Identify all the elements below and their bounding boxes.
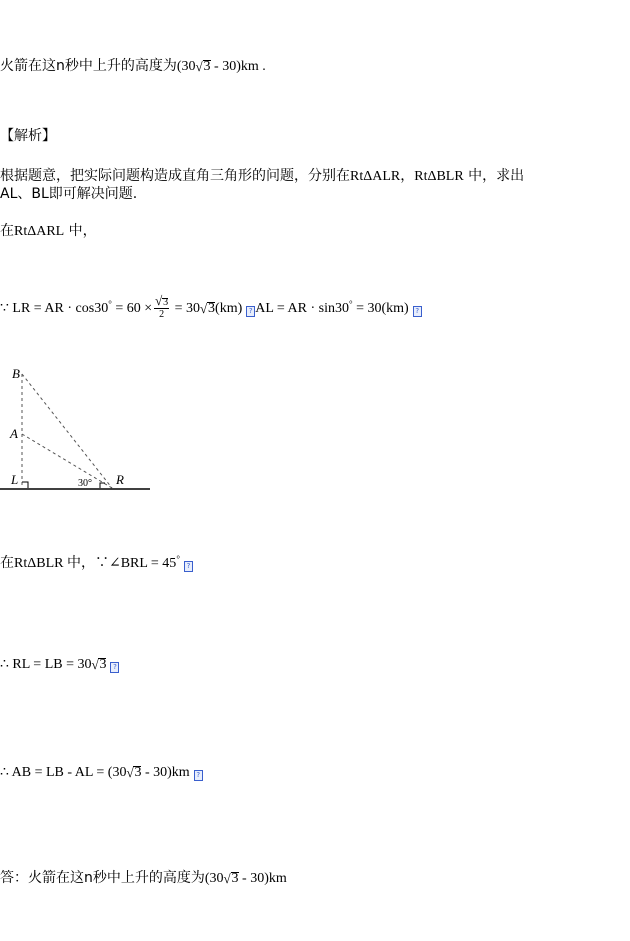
- answer-prefix: 答：火箭在这n秒中上升的高度为: [0, 870, 205, 886]
- in-arl-tri: RtΔARL: [14, 224, 65, 239]
- label-b: B: [12, 366, 20, 381]
- top-conclusion: [0, 56, 266, 77]
- line-ar: [22, 434, 112, 488]
- analysis-sep: ，: [400, 168, 415, 184]
- eq1-fraction: [154, 297, 169, 320]
- eq3-tail: - 30)km: [141, 765, 190, 780]
- analysis-heading: 【解析】: [0, 128, 56, 144]
- eq1-al-part: AL = AR · sin30: [255, 301, 349, 316]
- geometry-figure: [0, 362, 160, 502]
- because-symbol: ∵: [0, 301, 9, 316]
- in-blr-mid: 中，∵∠BRL = 45: [63, 556, 177, 571]
- in-arl-suffix: 中，: [64, 223, 97, 239]
- placeholder-box-icon: ?: [110, 662, 119, 673]
- top-conclusion-paren: (30: [176, 59, 196, 74]
- in-blr-prefix: 在: [0, 555, 14, 571]
- placeholder-box-icon: ?: [413, 306, 422, 317]
- in-triangle-blr: [0, 549, 193, 574]
- equation-2: [0, 655, 119, 675]
- eq1-unit: (km): [215, 301, 243, 316]
- eq2-sqrt: √ 3: [91, 657, 106, 672]
- therefore-symbol: ∴: [0, 765, 9, 780]
- top-conclusion-tail: - 30)km .: [210, 59, 266, 74]
- right-angle-mark: [22, 482, 28, 488]
- top-conclusion-text: 火箭在这n秒中上升的高度为: [0, 58, 177, 74]
- analysis-line-1-text: 根据题意，把实际问题构造成直角三角形的问题，分别在: [0, 168, 350, 184]
- analysis-line-1-end: 中，求出: [463, 168, 525, 184]
- eq1-mid: = 60 ×: [111, 301, 153, 316]
- analysis-line-2: AL、BL即可解决问题.: [0, 186, 138, 202]
- eq1-frac-den: 2: [159, 309, 165, 321]
- label-a: A: [10, 426, 18, 441]
- eq1-frac-num: √ 3: [155, 297, 168, 308]
- eq3-text: AB = LB - AL = (30: [8, 765, 127, 780]
- analysis-tri-2: RtΔBLR: [414, 169, 464, 184]
- label-l: L: [11, 472, 19, 487]
- equation-1: [0, 294, 422, 320]
- eq1-lhs: LR = AR · cos30: [8, 301, 109, 316]
- placeholder-box-icon: ?: [246, 306, 255, 317]
- eq3-sqrt: √ 3: [126, 765, 141, 780]
- eq1-sqrt: √ 3: [200, 301, 215, 316]
- eq1-eq30: = 30: [171, 301, 201, 316]
- top-conclusion-sqrt: √ 3: [196, 59, 211, 74]
- in-triangle-arl: [0, 221, 97, 242]
- in-blr-degree: °: [176, 554, 180, 564]
- eq1-degree: °: [108, 299, 112, 309]
- in-arl-prefix: 在: [0, 223, 14, 239]
- eq2-text: RL = LB = 30: [8, 657, 92, 672]
- answer-paren: (30: [204, 871, 224, 886]
- placeholder-box-icon: ?: [184, 561, 193, 572]
- analysis-tri-1: RtΔALR: [350, 169, 401, 184]
- eq1-al-degree: °: [348, 299, 353, 309]
- eq1-al-end: = 30(km): [352, 301, 409, 316]
- therefore-symbol: ∴: [0, 657, 9, 672]
- line-br: [22, 374, 112, 488]
- answer-tail: - 30)km: [238, 871, 287, 886]
- answer-sqrt: √ 3: [224, 871, 239, 886]
- angle-label: 30°: [78, 478, 92, 489]
- final-answer: [0, 868, 287, 889]
- placeholder-box-icon: ?: [194, 770, 203, 781]
- in-blr-tri: RtΔBLR: [14, 556, 64, 571]
- label-r: R: [116, 472, 124, 487]
- equation-3: [0, 763, 203, 783]
